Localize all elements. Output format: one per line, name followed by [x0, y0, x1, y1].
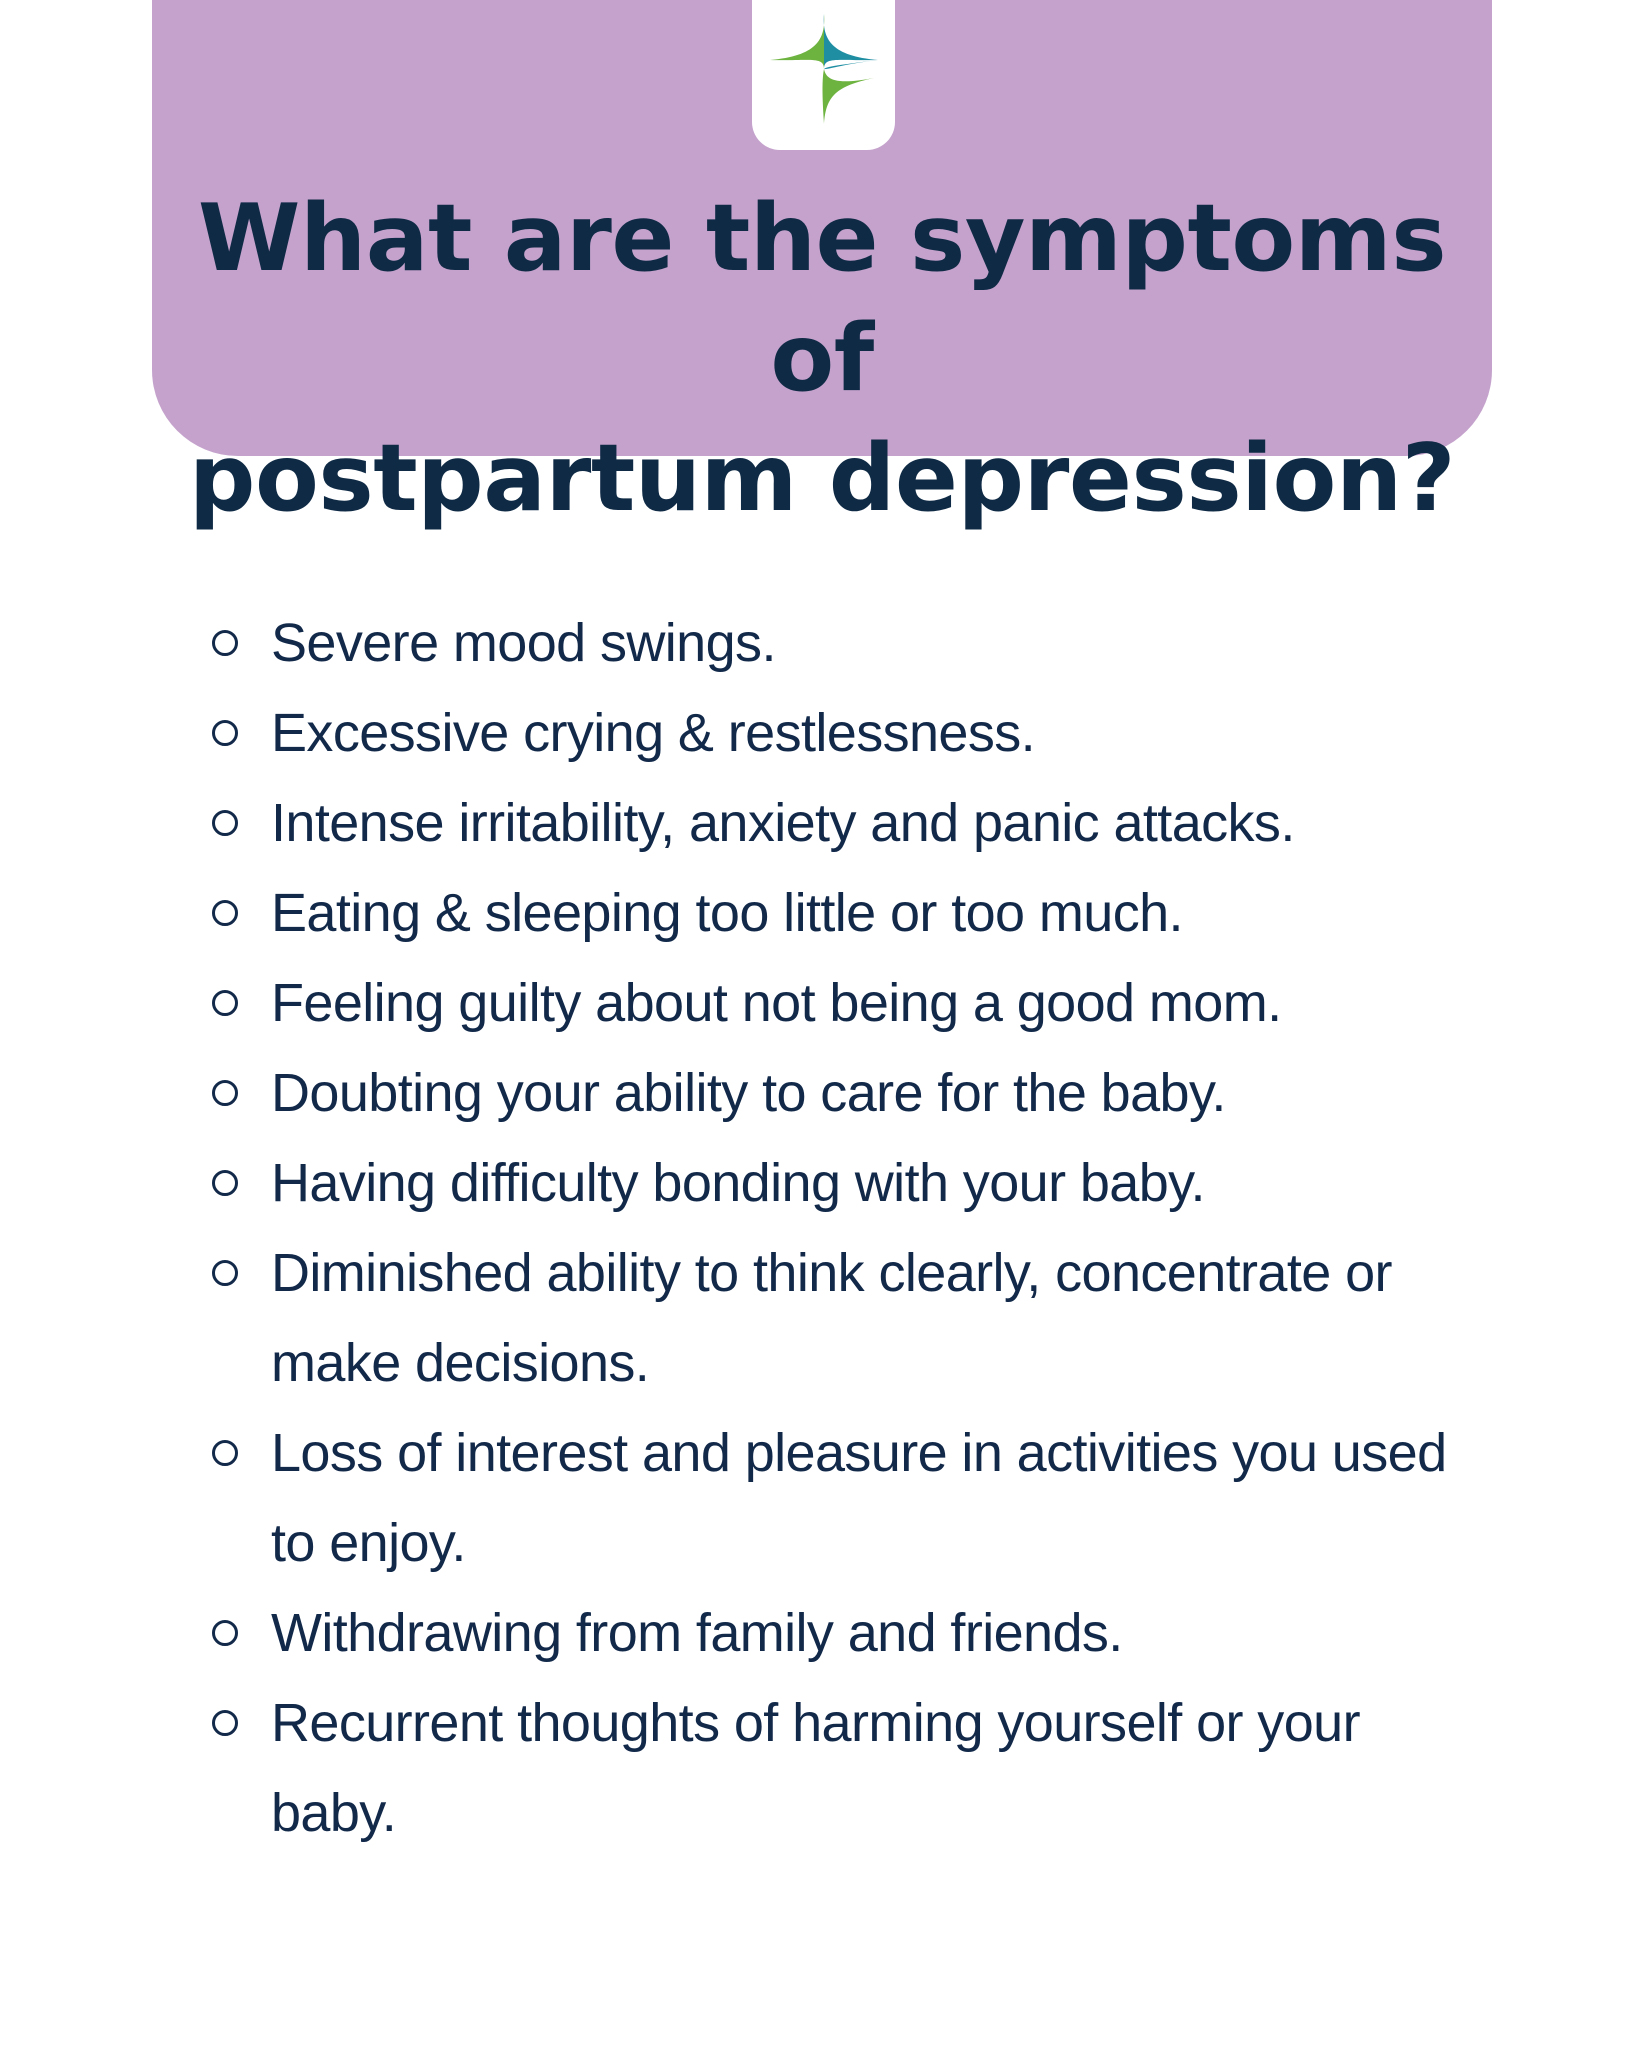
four-point-star-logo-icon: [770, 14, 878, 124]
list-item: [205, 1588, 1465, 1678]
circle-bullet-icon: [212, 1620, 238, 1646]
symptom-text: Excessive crying & restlessness.: [271, 703, 1036, 763]
circle-bullet-icon: [212, 1440, 238, 1466]
circle-bullet-icon: [212, 1080, 238, 1106]
list-item: [205, 598, 1465, 688]
symptom-text: Diminished ability to think clearly, concentrate or make decisions.: [271, 1243, 1392, 1393]
symptom-text: Feeling guilty about not being a good mom.: [271, 973, 1282, 1033]
symptom-text: Eating & sleeping too little or too much.: [271, 883, 1183, 943]
symptom-text: Intense irritability, anxiety and panic attacks.: [271, 793, 1295, 853]
circle-bullet-icon: [212, 810, 238, 836]
circle-bullet-icon: [212, 1260, 238, 1286]
symptom-text: Recurrent thoughts of harming yourself or your baby.: [271, 1693, 1360, 1843]
symptom-list: [205, 598, 1465, 1858]
symptom-text: Loss of interest and pleasure in activities you used to enjoy.: [271, 1423, 1447, 1573]
list-item: [205, 958, 1465, 1048]
circle-bullet-icon: [212, 900, 238, 926]
list-item: [205, 1138, 1465, 1228]
list-item: [205, 688, 1465, 778]
title-line-2: postpartum depression?: [188, 424, 1456, 532]
circle-bullet-icon: [212, 720, 238, 746]
page-title: [152, 178, 1492, 538]
list-item: [205, 868, 1465, 958]
circle-bullet-icon: [212, 1170, 238, 1196]
list-item: [205, 1408, 1465, 1588]
circle-bullet-icon: [212, 990, 238, 1016]
symptom-text: Having difficulty bonding with your baby.: [271, 1153, 1205, 1213]
symptom-text: Severe mood swings.: [271, 613, 776, 673]
list-item: [205, 1678, 1465, 1858]
symptom-text: Withdrawing from family and friends.: [271, 1603, 1123, 1663]
list-item: [205, 1228, 1465, 1408]
circle-bullet-icon: [212, 630, 238, 656]
list-item: [205, 778, 1465, 868]
title-line-1: What are the symptoms of: [197, 184, 1447, 412]
symptom-text: Doubting your ability to care for the baby.: [271, 1063, 1226, 1123]
list-item: [205, 1048, 1465, 1138]
circle-bullet-icon: [212, 1710, 238, 1736]
logo-tab: [752, 0, 895, 150]
